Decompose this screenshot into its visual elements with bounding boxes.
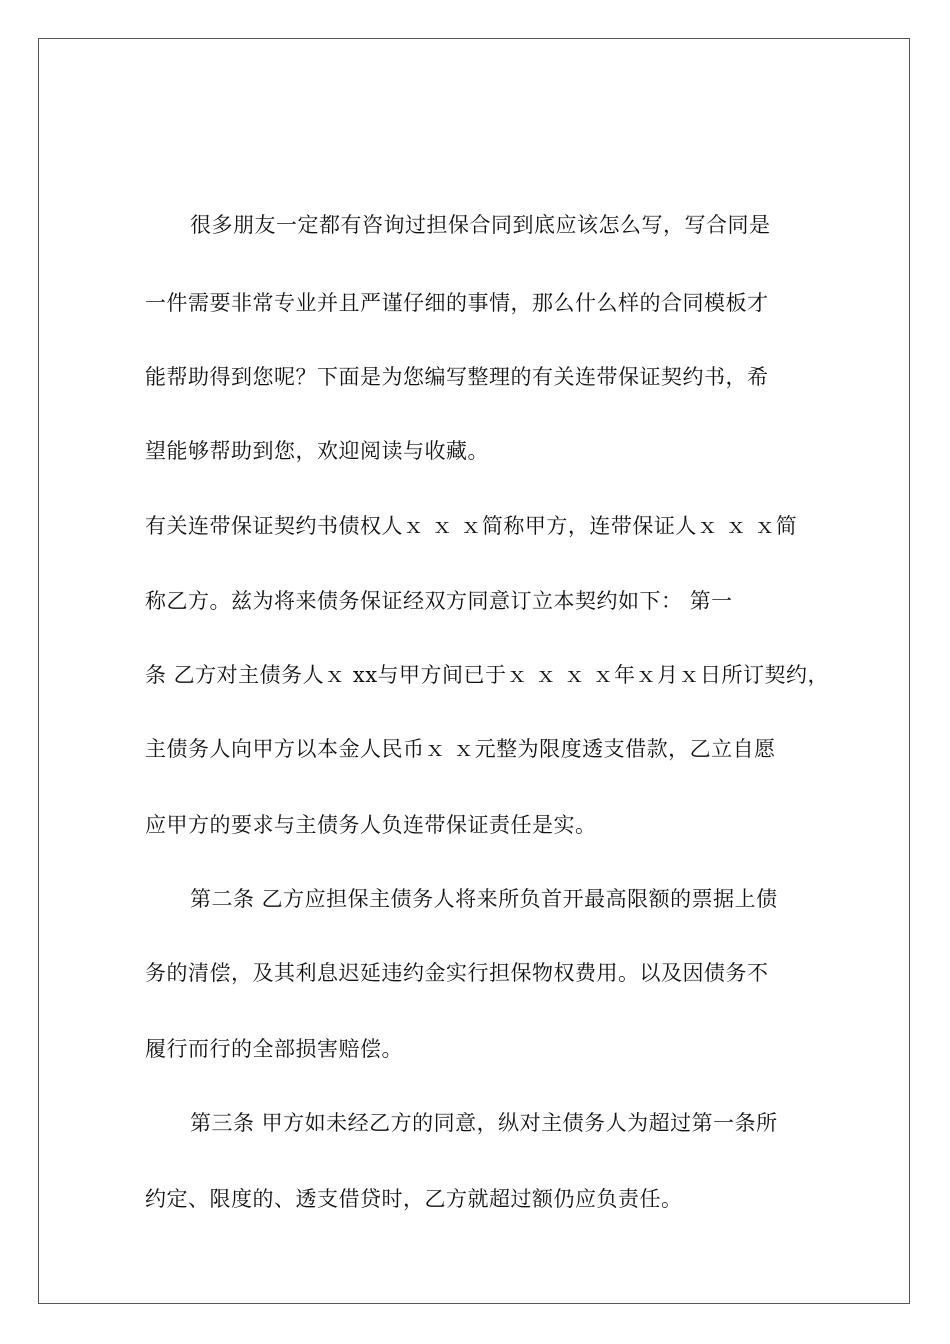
paragraph-line: 约定、限度的、透支借贷时，乙方就超过额仍应负责任。 (145, 1187, 683, 1211)
paragraph-line: 务的清偿，及其利息迟延违约金实行担保物权费用。以及因债务不 (145, 961, 769, 985)
paragraph-line: 有关连带保证契约书债权人ｘ ｘ ｘ简称甲方，连带保证人ｘ ｘ ｘ简 (145, 514, 798, 538)
paragraph-line: 条 乙方对主债务人ｘ xx与甲方间已于ｘ ｘ ｘ ｘ年ｘ月ｘ日所订契约， (145, 663, 830, 687)
paragraph-line: 第三条 甲方如未经乙方的同意，纵对主债务人为超过第一条所 (190, 1111, 778, 1135)
paragraph-line: 能帮助得到您呢？下面是为您编写整理的有关连带保证契约书，希 (145, 365, 769, 389)
paragraph-line: 称乙方。兹为将来债务保证经双方同意订立本契约如下： 第一 (145, 589, 733, 613)
paragraph-line: 应甲方的要求与主债务人负连带保证责任是实。 (145, 813, 597, 837)
paragraph-line: 一件需要非常专业并且严谨仔细的事情，那么什么样的合同模板才 (145, 291, 769, 315)
paragraph-line: 很多朋友一定都有咨询过担保合同到底应该怎么写，写合同是 (190, 213, 771, 237)
paragraph-line: 第二条 乙方应担保主债务人将来所负首开最高限额的票据上债 (190, 887, 778, 911)
paragraph-line: 主债务人向甲方以本金人民币ｘ ｘ元整为限度透支借款，乙立自愿 (145, 737, 776, 761)
paragraph-line: 望能够帮助到您，欢迎阅读与收藏。 (145, 439, 489, 463)
paragraph-line: 履行而行的全部损害赔偿。 (145, 1037, 403, 1061)
